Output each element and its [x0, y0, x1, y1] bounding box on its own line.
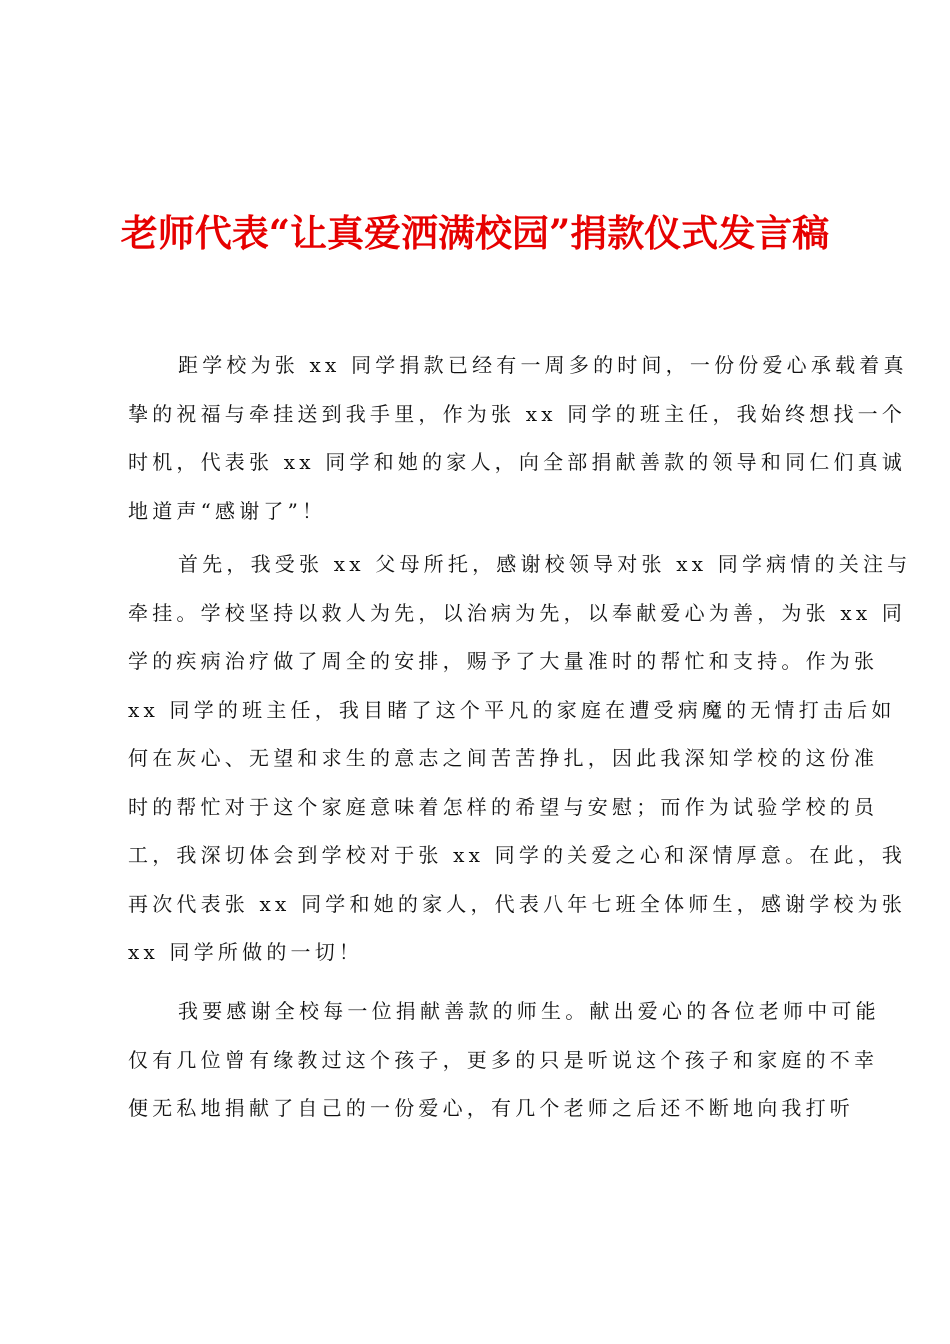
- paragraph-line: 距学校为张 xx 同学捐款已经有一周多的时间，一份份爱心承载着真: [178, 353, 908, 377]
- paragraph-line: 便无私地捐献了自己的一份爱心，有几个老师之后还不断地向我打听: [128, 1096, 854, 1120]
- paragraph-1: [128, 341, 908, 535]
- document-title: 老师代表“让真爱洒满校园”捐款仪式发言稿: [120, 211, 830, 255]
- paragraph-2: [128, 540, 912, 977]
- paragraph-line: 牵挂。学校坚持以救人为先，以治病为先，以奉献爱心为善，为张 xx 同: [128, 600, 907, 625]
- paragraph-line: xx 同学所做的一切！: [128, 940, 364, 964]
- paragraph-line: 时的帮忙对于这个家庭意味着怎样的希望与安慰；而作为试验学校的员: [128, 794, 879, 819]
- paragraph-line: 何在灰心、无望和求生的意志之间苦苦挣扎，因此我深知学校的这份准: [128, 746, 879, 770]
- paragraph-line: 仅有几位曾有缘教过这个孩子，更多的只是听说这个孩子和家庭的不幸: [128, 1047, 879, 1072]
- paragraph-line: 首先，我受张 xx 父母所托，感谢校领导对张 xx 同学病情的关注与: [178, 552, 912, 576]
- paragraph-line: 工，我深切体会到学校对于张 xx 同学的关爱之心和深情厚意。在此，我: [128, 843, 907, 867]
- paragraph-line: xx 同学的班主任，我目睹了这个平凡的家庭在遭受病魔的无情打击后如: [128, 697, 896, 722]
- paragraph-line: 时机，代表张 xx 同学和她的家人，向全部捐献善款的领导和同仁们真诚: [128, 450, 907, 474]
- paragraph-line: 再次代表张 xx 同学和她的家人，代表八年七班全体师生，感谢学校为张: [128, 891, 907, 916]
- paragraph-line: 挚的祝福与牵挂送到我手里，作为张 xx 同学的班主任，我始终想找一个: [128, 401, 907, 426]
- paragraph-3: [128, 987, 880, 1133]
- paragraph-line: 我要感谢全校每一位捐献善款的师生。献出爱心的各位老师中可能: [178, 999, 880, 1023]
- paragraph-line: 地道声“感谢了”！: [128, 498, 327, 523]
- paragraph-line: 学的疾病治疗做了周全的安排，赐予了大量准时的帮忙和支持。作为张: [128, 649, 879, 673]
